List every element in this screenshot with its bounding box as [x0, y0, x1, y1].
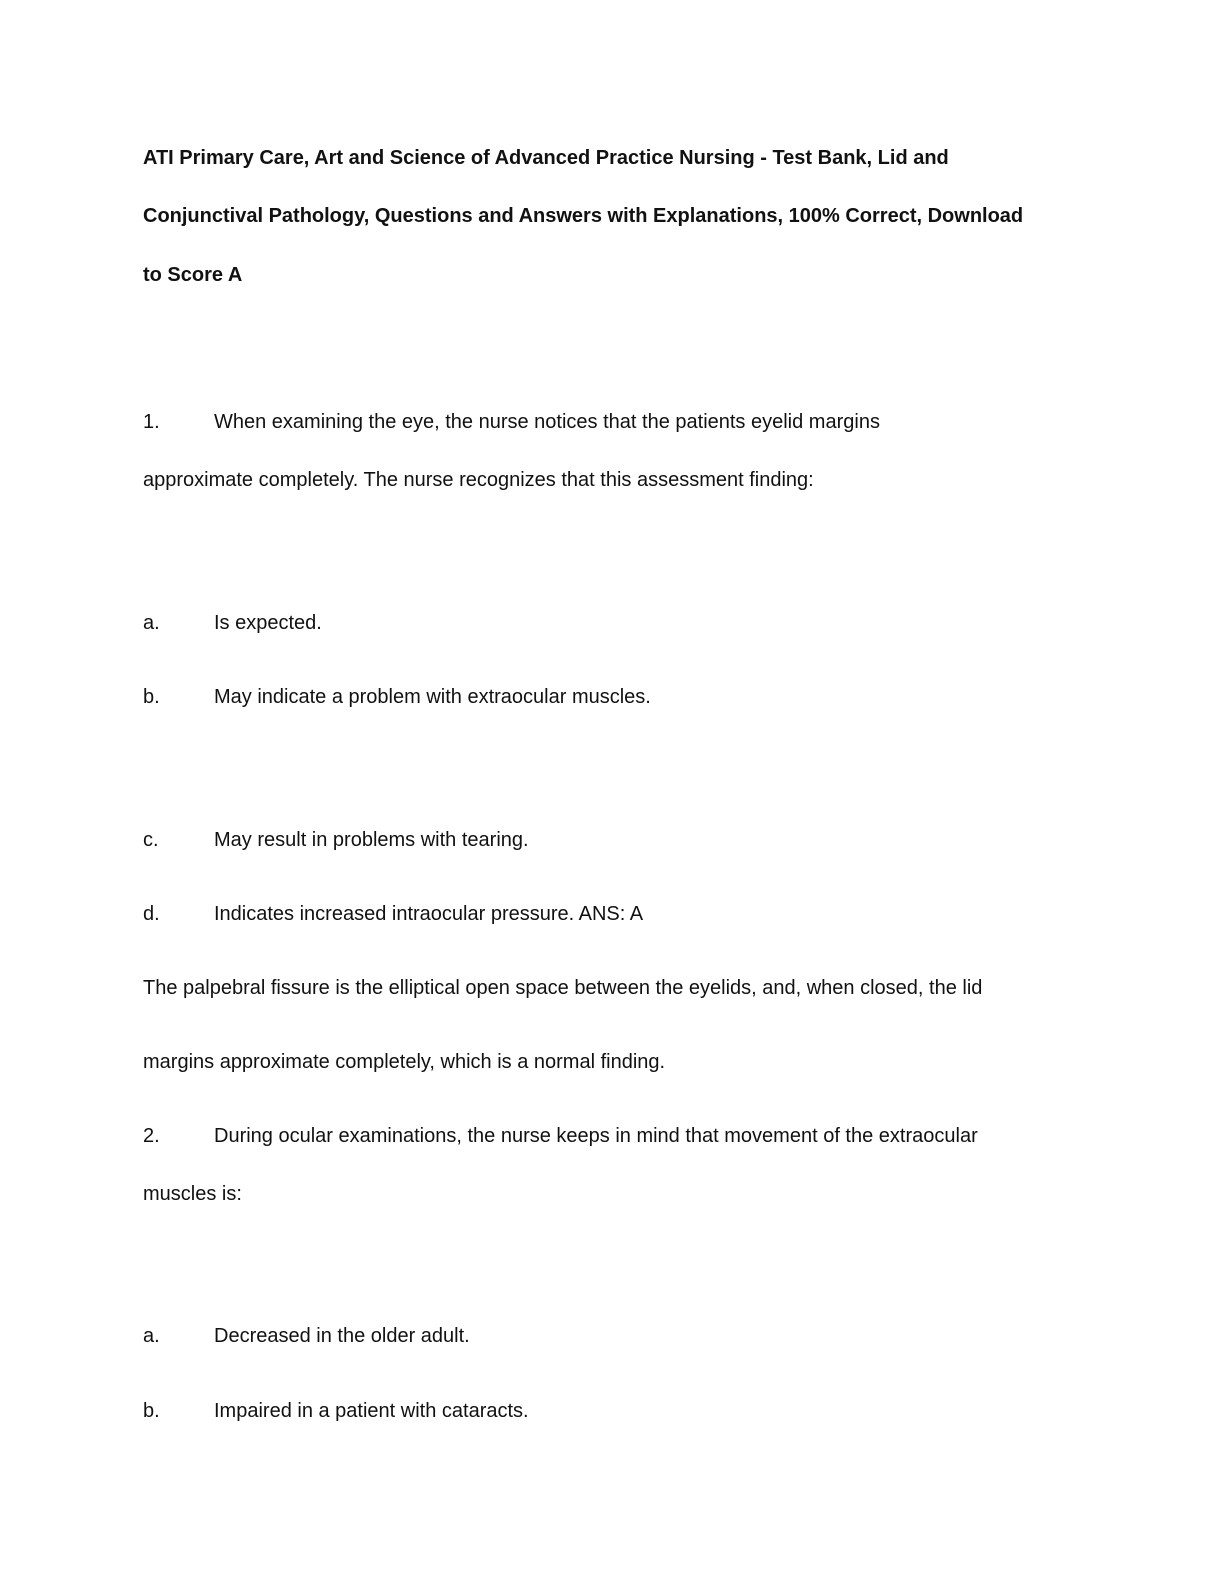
document-title-line-2: Conjunctival Pathology, Questions and Answers with Explanations, 100% Correct, Download: [143, 205, 1024, 227]
document-title-line-1: ATI Primary Care, Art and Science of Advanced Practice Nursing - Test Bank, Lid and: [143, 147, 949, 169]
question-1-option-b-letter: b.: [143, 686, 160, 708]
question-1-option-d-text: Indicates increased intraocular pressure. ANS: A: [214, 903, 644, 925]
question-1-number: 1.: [143, 411, 160, 433]
question-2-option-b-letter: b.: [143, 1400, 160, 1422]
question-2-option-b-text: Impaired in a patient with cataracts.: [214, 1400, 529, 1422]
question-1-option-a-letter: a.: [143, 612, 160, 634]
question-2-text: During ocular examinations, the nurse keeps in mind that movement of the extraocular: [214, 1125, 978, 1147]
question-1-option-a-text: Is expected.: [214, 612, 322, 634]
question-2-text-continued: muscles is:: [143, 1183, 242, 1205]
question-1-explanation-line-2: margins approximate completely, which is a normal finding.: [143, 1051, 666, 1073]
question-1-text: When examining the eye, the nurse notices that the patients eyelid margins: [214, 411, 880, 433]
question-2-option-a-text: Decreased in the older adult.: [214, 1325, 470, 1347]
question-2-option-a-letter: a.: [143, 1325, 160, 1347]
question-1-explanation-line-1: The palpebral fissure is the elliptical open space between the eyelids, and, when closed, the lid: [143, 977, 983, 999]
question-1-option-d-letter: d.: [143, 903, 160, 925]
question-1-option-b-text: May indicate a problem with extraocular muscles.: [214, 686, 651, 708]
question-2-number: 2.: [143, 1125, 160, 1147]
question-1-option-c-letter: c.: [143, 829, 159, 851]
document-title-line-3: to Score A: [143, 264, 243, 286]
question-1-text-continued: approximate completely. The nurse recognizes that this assessment finding:: [143, 469, 814, 491]
question-1-option-c-text: May result in problems with tearing.: [214, 829, 529, 851]
